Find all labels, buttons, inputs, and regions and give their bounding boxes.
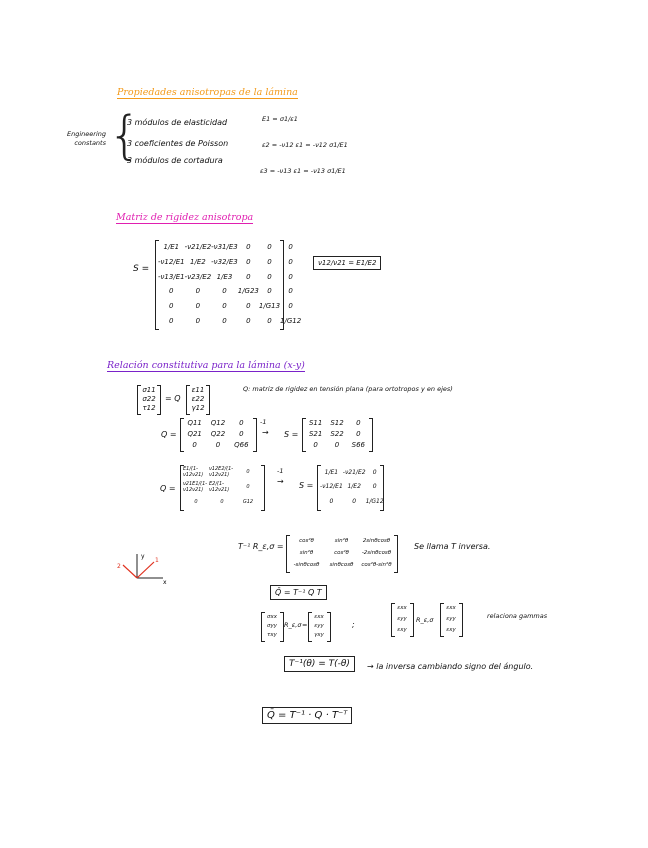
s2-cell: -ν21/E2 [342, 468, 366, 476]
r-eq: = [302, 621, 308, 629]
compliance-cell: -ν13/E1 [158, 272, 185, 281]
axis-1-label: 1 [155, 557, 159, 564]
axis-y-label: y [141, 553, 145, 560]
q-cell: Q12 [210, 419, 226, 428]
stress-cell: τ12 [142, 404, 156, 413]
axis-x-label: x [163, 579, 167, 586]
s2-cell: 1/G12 [365, 498, 384, 506]
stress-cell: σ11 [142, 385, 156, 394]
l-right-bracket [410, 603, 414, 637]
strain-xy-vector [311, 612, 327, 640]
q-cell: Q22 [210, 429, 226, 438]
compliance-cell: 0 [195, 287, 201, 296]
t-note: Se llama T inversa. [414, 542, 491, 551]
tinv-box: T⁻¹(θ) = T(-θ) [284, 656, 355, 672]
matrix-right-bracket [280, 240, 284, 330]
q2-matrix [183, 465, 261, 509]
compliance-matrix [158, 240, 302, 328]
strain-xy-cell: γxy [314, 632, 324, 639]
t-cell: sin²θ [299, 550, 314, 556]
t-cell: cos²θ [299, 538, 314, 544]
left-strain-cell: εxy [397, 626, 407, 633]
stress-xy-cell: τxy [267, 632, 277, 639]
q-equals: = Q [165, 394, 181, 403]
stress-xy-vector [264, 612, 280, 640]
compliance-cell: 0 [195, 301, 201, 310]
compliance-cell: 0 [267, 243, 272, 252]
q-cell: Q11 [187, 419, 202, 428]
item-modulus: 3 módulos de elasticidad [127, 118, 228, 127]
stress-vector [140, 385, 158, 413]
q2-cell: E1/(1-ν12ν21) [183, 466, 204, 479]
q-cell: Q66 [234, 440, 249, 449]
r-right-bracket [459, 603, 463, 637]
s-cell: S66 [351, 440, 365, 449]
s-label: S = [133, 264, 150, 274]
compliance-cell: 1/E3 [216, 272, 233, 281]
t-cell: cos²θ [334, 550, 349, 556]
s2-cell: -ν12/E1 [320, 483, 343, 491]
compliance-cell: 0 [267, 257, 272, 266]
q-cell: 0 [215, 440, 221, 449]
compliance-cell: 1/G23 [237, 287, 259, 296]
t-cell: sinθcosθ [329, 562, 354, 568]
s2-cell: 0 [329, 498, 334, 506]
q2-cell: ν21E1/(1-ν12ν21) [183, 480, 208, 493]
s2-cell: 1/E1 [324, 468, 339, 476]
compliance-cell: 0 [169, 287, 174, 296]
stress-xy-cell: σyy [267, 622, 277, 629]
compliance-cell: 1/E2 [190, 257, 206, 266]
r-note: relaciona gammas [487, 612, 548, 620]
axis-2-label: 2 [117, 563, 121, 570]
s2-label: S = [299, 481, 314, 490]
item-shear: 3 módulos de cortadura [127, 156, 223, 165]
compliance-cell: 0 [246, 301, 251, 310]
stress-cell: σ22 [142, 394, 156, 403]
compliance-cell: 0 [288, 257, 293, 266]
arrow-icon: → [262, 428, 269, 437]
item-poisson: 3 coeficientes de Poisson [127, 139, 229, 148]
t-cell: 2sinθcosθ [362, 538, 391, 544]
compliance-cell: 0 [169, 316, 174, 325]
compliance-cell: 0 [169, 301, 174, 310]
exx-right-bracket [327, 612, 331, 642]
s-cell: 0 [356, 419, 361, 428]
compliance-cell: 0 [246, 272, 251, 281]
q2-cell: 0 [246, 469, 250, 476]
compliance-cell: 0 [288, 287, 293, 296]
q-cell: 0 [239, 429, 244, 438]
semicolon: ; [352, 620, 355, 629]
compliance-cell: 0 [267, 287, 272, 296]
t-inverse-label: T⁻¹ R_ε,σ = [238, 542, 284, 551]
q-right-bracket [253, 418, 257, 452]
r-label: R_ε,σ [284, 621, 302, 629]
compliance-cell: -ν23/E2 [184, 272, 212, 281]
r2-label: R_ε,σ [416, 616, 434, 624]
s-right-bracket [369, 418, 373, 452]
q-note: Q: matriz de rigidez en tensión plana (para ortotropos y en ejes) [243, 385, 453, 393]
t-cell: -sinθcosθ [293, 562, 320, 568]
t-cell: -2sinθcosθ [361, 550, 392, 556]
s-cell: S22 [330, 429, 344, 438]
compliance-cell: 0 [195, 316, 201, 325]
eq-e1: E1 = σ1/ε1 [262, 115, 298, 123]
s-cell: 0 [313, 440, 318, 449]
s2-right-bracket [380, 465, 384, 511]
compliance-cell: 0 [267, 316, 272, 325]
s-matrix [305, 418, 369, 450]
compliance-cell: -ν31/E3 [211, 243, 238, 252]
compliance-cell: 0 [246, 243, 251, 252]
q2-cell: 0 [220, 498, 224, 505]
s2-cell: 0 [352, 498, 357, 506]
strain-cell: ε11 [191, 385, 205, 394]
eq-e3: ε3 = -ν13 ε1 = -ν13 σ1/E1 [260, 167, 346, 175]
section-title-properties: Propiedades anisotropas de la lámina [117, 87, 298, 98]
section-title-constitutive: Relación constitutiva para la lámina (x-y) [107, 360, 305, 371]
qbar-box-2: Q̄ = T⁻¹ · Q · T⁻ᵀ [262, 707, 352, 724]
right-strain-cell: εyy [446, 615, 456, 622]
s2-cell: 0 [372, 483, 377, 491]
compliance-cell: 1/E1 [163, 243, 180, 252]
q2-right-bracket [261, 465, 265, 511]
t-cell: sin²θ [334, 538, 349, 544]
q2-label: Q = [160, 484, 176, 493]
axes-sketch [115, 548, 170, 586]
compliance-cell: -ν32/E3 [211, 257, 238, 266]
s2-cell: 0 [372, 468, 377, 476]
compliance-cell: 1/G12 [280, 316, 302, 325]
t-right-bracket [394, 535, 398, 573]
s-cell: 0 [334, 440, 340, 449]
right-strain-cell: εxx [446, 605, 456, 612]
compliance-cell: 0 [246, 316, 251, 325]
s-cell: 0 [356, 429, 361, 438]
t-matrix [289, 535, 394, 571]
t-cell: cos²θ-sin²θ [361, 562, 392, 568]
s-label-2: S = [284, 430, 299, 439]
qbar-box-1: Q̄ = T⁻¹ Q T [270, 585, 327, 600]
compliance-cell: -ν21/E2 [184, 243, 212, 252]
compliance-cell: 0 [267, 272, 272, 281]
compliance-cell: 1/G13 [258, 301, 281, 310]
s2-cell: 1/E2 [347, 483, 361, 491]
brace-icon: { [108, 106, 142, 166]
inverse-exponent-2: -1 [277, 467, 284, 475]
q2-cell: 0 [194, 498, 198, 505]
reciprocity-box: ν12/ν21 = E1/E2 [313, 256, 381, 270]
stress-right-bracket [157, 385, 161, 415]
right-strain-cell: εxy [446, 626, 456, 633]
left-strain-cell: εyy [397, 615, 407, 622]
compliance-cell: -ν12/E1 [158, 257, 185, 266]
left-strain-cell: εxx [397, 605, 407, 612]
compliance-cell: 0 [288, 301, 293, 310]
q-cell: 0 [239, 419, 244, 428]
q2-cell: 0 [246, 483, 250, 490]
strain-vector [189, 385, 207, 413]
compliance-cell: 0 [222, 287, 227, 296]
q2-cell: E2/(1-ν12ν21) [209, 480, 230, 493]
strain-cell: γ12 [191, 404, 205, 413]
stress-xy-cell: σxx [267, 613, 277, 620]
engineering-constants-label: Engineering constants [67, 130, 106, 147]
compliance-cell: 0 [222, 316, 227, 325]
strain-xy-cell: εyy [314, 622, 324, 629]
q2-cell: ν12E2/(1-ν12ν21) [209, 466, 234, 479]
section-title-stiffness: Matriz de rigidez anisotropa [116, 212, 254, 223]
compliance-cell: 0 [246, 257, 251, 266]
q-cell: Q21 [187, 429, 202, 438]
tinv-note: → la inversa cambiando signo del ángulo. [367, 662, 534, 671]
right-strain-vector [443, 603, 459, 635]
axis-2-line [123, 565, 137, 578]
q-matrix [183, 418, 253, 450]
left-strain-vector [394, 603, 410, 635]
q-label: Q = [161, 430, 177, 439]
q2-cell: G12 [242, 498, 254, 505]
inverse-exponent: -1 [260, 418, 267, 426]
strain-xy-cell: εxx [314, 613, 324, 620]
eq-e2: ε2 = -ν12 ε1 = -ν12 σ1/E1 [262, 141, 348, 149]
s2-matrix [320, 465, 384, 509]
axis-1-line [137, 562, 154, 578]
s-cell: S11 [308, 419, 323, 428]
s-cell: S12 [330, 419, 344, 428]
arrow-icon-2: → [277, 477, 284, 486]
compliance-cell: 0 [288, 272, 293, 281]
compliance-cell: 0 [288, 243, 293, 252]
strain-cell: ε22 [191, 394, 205, 403]
strain-right-bracket [206, 385, 210, 415]
q-cell: 0 [192, 440, 197, 449]
compliance-cell: 0 [222, 301, 227, 310]
s-cell: S21 [308, 429, 323, 438]
